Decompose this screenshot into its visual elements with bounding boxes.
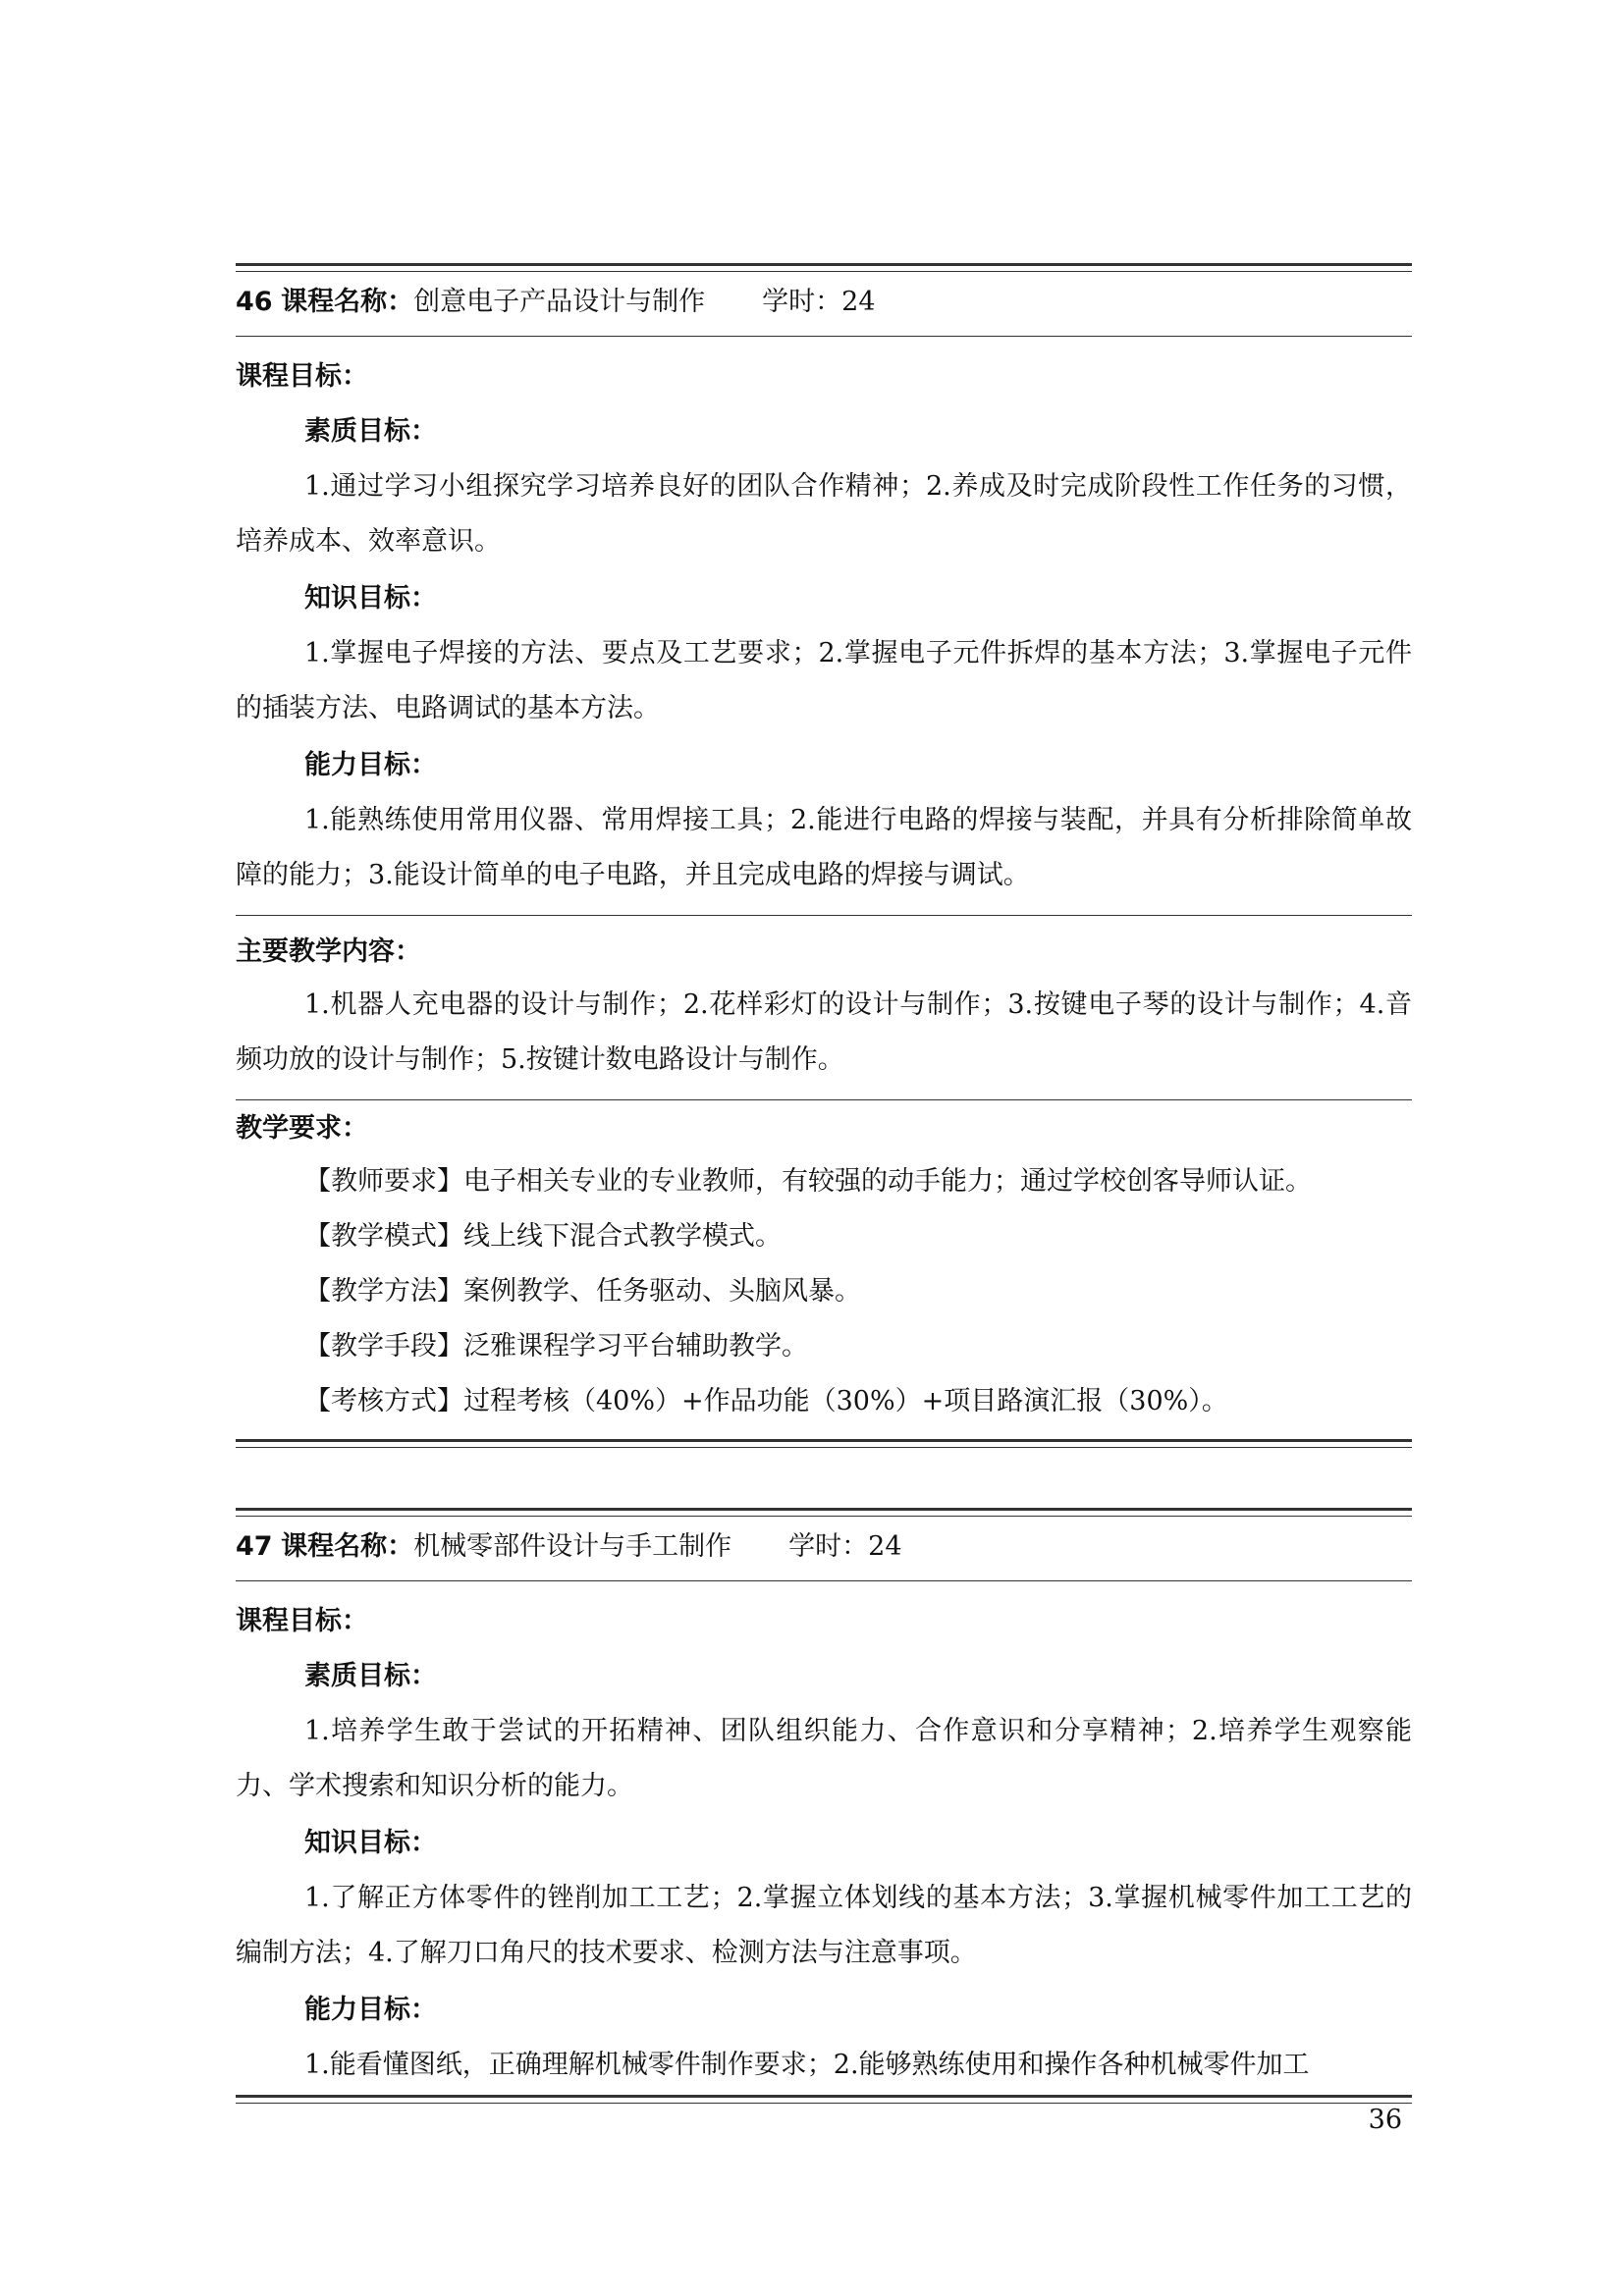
course-title-row [236,1529,1412,1565]
title-divider [236,336,1412,337]
knowledge-goal-heading: 知识目标： [304,1828,437,1858]
hours-label: 学时： [788,1531,869,1562]
top-double-rule [236,1508,1412,1517]
knowledge-goal-heading: 知识目标： [304,583,437,614]
hours-value: 24 [841,287,876,317]
course-46-block [236,263,1412,1449]
requirement-means: 【教学手段】泛雅课程学习平台辅助教学。 [304,1331,808,1362]
quality-goal-text: 1.培养学生敢于尝试的开拓精神、团队组织能力、合作意识和分享精神；2.培养学生观察能力、学术搜索和知识分析的能力。 [236,1716,1412,1801]
course-number: 47 [236,1531,273,1562]
goals-heading: 课程目标： [236,361,368,392]
ability-goal-text: 1.能熟练使用常用仪器、常用焊接工具；2.能进行电路的焊接与装配，并具有分析排除简单故障的能力；3.能设计简单的电子电路，并且完成电路的焊接与调试。 [236,805,1412,890]
knowledge-goal-text: 1.掌握电子焊接的方法、要点及工艺要求；2.掌握电子元件拆焊的基本方法；3.掌握电子元件的插装方法、电路调试的基本方法。 [236,638,1412,723]
requirement-assessment: 【考核方式】过程考核（40%）+作品功能（30%）+项目路演汇报（30%）。 [304,1386,1228,1416]
title-divider [236,1580,1412,1581]
bottom-double-rule [236,2095,1412,2104]
course-47-block [236,1508,1412,2080]
content-heading: 主要教学内容： [236,936,421,967]
content-text: 1.机器人充电器的设计与制作；2.花样彩灯的设计与制作；3.按键电子琴的设计与制作；4.音频功放的设计与制作；5.按键计数电路设计与制作。 [236,989,1412,1075]
requirements-divider [236,1099,1412,1100]
course-name: 创意电子产品设计与制作 [413,287,706,317]
course-name-label: 课程名称： [281,1531,414,1562]
quality-goal-heading: 素质目标： [304,416,437,447]
ability-goal-heading: 能力目标： [304,1995,437,2025]
ability-goal-heading: 能力目标： [304,750,437,780]
page-number: 36 [1368,2105,1402,2135]
requirement-teacher: 【教师要求】电子相关专业的专业教师，有较强的动手能力；通过学校创客导师认证。 [304,1166,1312,1197]
hours-value: 24 [868,1531,902,1562]
content-divider [236,915,1412,916]
course-number: 46 [236,287,273,317]
bottom-double-rule [236,1439,1412,1448]
knowledge-goal-text: 1.了解正方体零件的锉削加工工艺；2.掌握立体划线的基本方法；3.掌握机械零件加工工艺的编制方法；4.了解刀口角尺的技术要求、检测方法与注意事项。 [236,1883,1412,1968]
requirement-method: 【教学方法】案例教学、任务驱动、头脑风暴。 [304,1276,861,1307]
requirements-heading: 教学要求： [236,1113,368,1144]
quality-goal-text: 1.通过学习小组探究学习培养良好的团队合作精神；2.养成及时完成阶段性工作任务的习惯，培养成本、效率意识。 [236,471,1412,557]
hours-label: 学时： [762,287,842,317]
goals-heading: 课程目标： [236,1606,368,1636]
requirement-mode: 【教学模式】线上线下混合式教学模式。 [304,1221,782,1252]
course-title-row [236,285,1412,320]
quality-goal-heading: 素质目标： [304,1661,437,1691]
top-double-rule [236,263,1412,272]
ability-goal-text: 1.能看懂图纸，正确理解机械零件制作要求；2.能够熟练使用和操作各种机械零件加工 [304,2050,1310,2080]
course-name-label: 课程名称： [281,287,414,317]
course-name: 机械零部件设计与手工制作 [413,1531,732,1562]
